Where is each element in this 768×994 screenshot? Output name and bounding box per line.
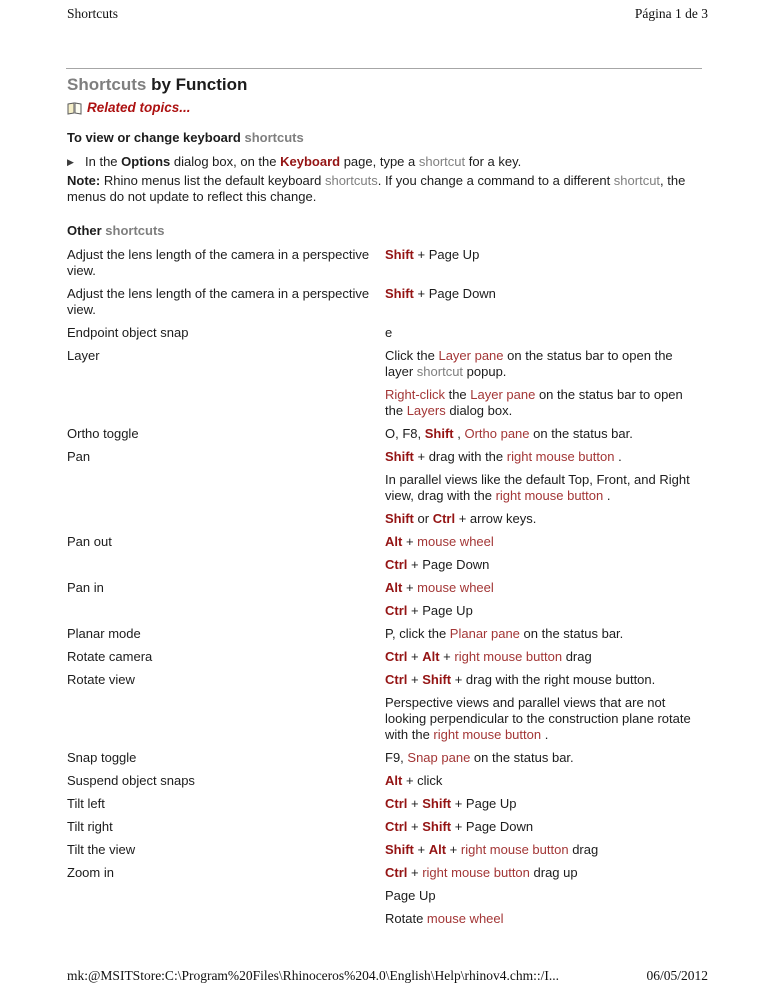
shortcut-paragraph	[385, 865, 702, 881]
shortcut-cell	[385, 842, 702, 865]
function-cell	[67, 842, 385, 865]
table-row	[67, 842, 702, 865]
inline-text: +	[407, 819, 423, 834]
inline-text: or	[413, 511, 433, 526]
inline-text: e	[385, 325, 393, 340]
shortcut-cell	[385, 865, 702, 934]
key-name: Alt	[422, 649, 440, 664]
function-text: Tilt left	[67, 796, 105, 811]
page-title	[67, 75, 702, 95]
function-text: Rotate view	[67, 672, 135, 687]
inline-text: shortcuts	[324, 173, 378, 188]
table-row	[67, 426, 702, 449]
inline-text: drag	[562, 649, 592, 664]
inline-link[interactable]: Snap pane	[407, 750, 471, 765]
key-name: Shift	[385, 449, 414, 464]
shortcut-paragraph	[385, 348, 702, 380]
shortcut-paragraph	[385, 472, 702, 504]
table-row	[67, 865, 702, 934]
inline-text: +	[402, 580, 418, 595]
inline-link[interactable]: right mouse button	[460, 842, 569, 857]
inline-text: + Page Down	[451, 819, 534, 834]
shortcut-paragraph	[385, 888, 702, 904]
function-cell	[67, 865, 385, 934]
inline-text: on the status bar to open the layer	[385, 348, 673, 379]
function-cell	[67, 672, 385, 750]
function-cell	[67, 649, 385, 672]
key-name: Alt	[428, 842, 447, 857]
function-text: Adjust the lens length of the camera in a perspective view.	[67, 286, 370, 317]
key-name: Shift	[385, 247, 414, 262]
inline-text: +	[407, 865, 423, 880]
header-divider	[66, 68, 702, 69]
inline-text: F9,	[385, 750, 408, 765]
table-row	[67, 534, 702, 580]
function-cell	[67, 325, 385, 348]
table-row	[67, 796, 702, 819]
key-name: Shift	[422, 819, 452, 834]
function-cell	[67, 580, 385, 626]
inline-text: Click the	[385, 348, 439, 363]
function-text: Tilt the view	[67, 842, 136, 857]
inline-text: Rotate	[385, 911, 427, 926]
inline-text: , the menus do not update to reflect this change.	[67, 173, 686, 204]
shortcut-paragraph	[385, 819, 702, 835]
function-cell	[67, 773, 385, 796]
function-cell	[67, 819, 385, 842]
shortcut-paragraph	[385, 511, 702, 527]
note-paragraph	[67, 173, 702, 205]
inline-text: Other	[67, 223, 106, 238]
shortcut-cell	[385, 626, 702, 649]
key-name: Ctrl	[385, 672, 408, 687]
table-row	[67, 819, 702, 842]
function-text: Suspend object snaps	[67, 773, 195, 788]
inline-text: on the status bar.	[470, 750, 574, 765]
inline-text: dialog box, on the	[170, 154, 281, 169]
shortcut-paragraph	[385, 695, 702, 743]
shortcut-paragraph	[385, 649, 702, 665]
inline-text: drag	[568, 842, 599, 857]
key-name: Shift	[385, 511, 414, 526]
inline-text: dialog box.	[445, 403, 513, 418]
inline-text: Note:	[67, 173, 101, 188]
page-content	[67, 75, 702, 934]
key-name: Shift	[385, 842, 414, 857]
inline-text: on the status bar.	[529, 426, 633, 441]
function-text: Endpoint object snap	[67, 325, 189, 340]
key-name: Ctrl	[385, 603, 408, 618]
inline-link[interactable]: right mouse button	[495, 488, 604, 503]
key-name: Ctrl	[432, 511, 456, 526]
inline-text: .	[603, 488, 611, 503]
header-page-number: Página 1 de 3	[634, 6, 708, 21]
shortcut-cell	[385, 750, 702, 773]
inline-text: + Page Down	[407, 557, 490, 572]
function-text: Rotate camera	[67, 649, 153, 664]
shortcut-paragraph	[385, 387, 702, 419]
inline-text: +	[413, 842, 429, 857]
inline-text: for a key.	[465, 154, 522, 169]
table-row	[67, 672, 702, 750]
inline-text: O, F8,	[385, 426, 425, 441]
inline-text: on the status bar to open the	[385, 387, 683, 418]
shortcut-paragraph	[385, 773, 702, 789]
shortcut-table	[67, 247, 702, 934]
shortcut-cell	[385, 580, 702, 626]
inline-text: Page Up	[385, 888, 436, 903]
shortcut-paragraph	[385, 325, 702, 341]
shortcut-cell	[385, 773, 702, 796]
procedure-step	[67, 154, 702, 170]
inline-link[interactable]: Ortho pane	[464, 426, 530, 441]
function-cell	[67, 534, 385, 580]
table-row	[67, 626, 702, 649]
inline-text: In parallel views like the default Top, Front, and Right view, drag with the	[385, 472, 690, 503]
shortcut-cell	[385, 796, 702, 819]
shortcut-paragraph	[385, 580, 702, 596]
inline-text: + Page Down	[413, 286, 496, 301]
shortcut-paragraph	[385, 672, 702, 688]
table-row	[67, 247, 702, 286]
function-text: Ortho toggle	[67, 426, 139, 441]
function-text: Planar mode	[67, 626, 141, 641]
inline-text: by Function	[146, 75, 248, 94]
shortcut-cell	[385, 348, 702, 426]
inline-link[interactable]: mouse wheel	[417, 580, 494, 595]
footer-source-path: mk:@MSITStore:C:\Program%20Files\Rhinoceros%204.0\English\Help\rhinov4.chm::/I...	[67, 968, 560, 983]
inline-text: page, type a	[340, 154, 419, 169]
inline-text: shortcuts	[244, 130, 304, 145]
table-row	[67, 348, 702, 426]
inline-text: Shortcuts	[67, 75, 147, 94]
shortcut-paragraph	[385, 842, 702, 858]
shortcut-paragraph	[385, 426, 702, 442]
spacer	[67, 212, 702, 223]
inline-link[interactable]: right mouse button	[454, 649, 563, 664]
function-cell	[67, 626, 385, 649]
inline-link[interactable]: mouse wheel	[426, 911, 504, 926]
function-cell	[67, 426, 385, 449]
inline-text: Options	[121, 154, 171, 169]
shortcut-cell	[385, 819, 702, 842]
key-name: Shift	[385, 286, 414, 301]
footer-date: 06/05/2012	[646, 968, 708, 983]
inline-link[interactable]: right mouse button	[433, 727, 542, 742]
inline-text: ,	[453, 426, 465, 441]
shortcut-cell	[385, 449, 702, 534]
inline-text: .	[541, 727, 549, 742]
function-text: Pan in	[67, 580, 104, 595]
inline-text: + Page Up	[451, 796, 517, 811]
key-name: Alt	[385, 773, 403, 788]
shortcut-cell	[385, 534, 702, 580]
inline-text: the	[444, 387, 471, 402]
inline-text: Rhino menus list the default keyboard	[100, 173, 325, 188]
function-text: Snap toggle	[67, 750, 137, 765]
key-name: Shift	[422, 796, 452, 811]
inline-text: on the status bar.	[519, 626, 624, 641]
key-name: Ctrl	[385, 796, 408, 811]
inline-link[interactable]: Right-click	[385, 387, 445, 402]
inline-text: P, click the	[385, 626, 450, 641]
inline-text: +	[402, 534, 418, 549]
inline-text: + drag with the right mouse button.	[451, 672, 656, 687]
related-topics-link[interactable]	[67, 100, 702, 116]
shortcut-cell	[385, 247, 702, 286]
related-topics-label: Related topics...	[87, 100, 191, 115]
shortcut-cell	[385, 672, 702, 750]
shortcut-cell	[385, 286, 702, 325]
section-heading-view-change	[67, 130, 702, 146]
function-text: Adjust the lens length of the camera in a perspective view.	[67, 247, 370, 278]
function-text: Layer	[67, 348, 100, 363]
inline-text: shortcut	[613, 173, 661, 188]
shortcut-paragraph	[385, 796, 702, 812]
function-text: Pan	[67, 449, 91, 464]
function-text: Pan out	[67, 534, 112, 549]
triangle-right-icon: ▶	[67, 157, 74, 167]
shortcut-paragraph	[385, 911, 702, 927]
inline-text: +	[407, 649, 423, 664]
shortcut-cell	[385, 325, 702, 348]
print-header	[67, 6, 708, 22]
inline-text: Perspective views and parallel views that are not looking perpendicular to the construction plane rotate with the	[385, 695, 691, 742]
inline-link[interactable]: right mouse button	[506, 449, 615, 464]
inline-text: +	[407, 796, 423, 811]
function-cell	[67, 449, 385, 534]
inline-text: popup.	[463, 364, 507, 379]
table-row	[67, 750, 702, 773]
function-cell	[67, 286, 385, 325]
function-cell	[67, 750, 385, 773]
inline-text: To view or change keyboard	[67, 130, 245, 145]
inline-link[interactable]: Layer pane	[438, 348, 504, 363]
inline-text: In the	[85, 154, 122, 169]
table-row	[67, 286, 702, 325]
key-name: Ctrl	[385, 819, 408, 834]
shortcut-cell	[385, 649, 702, 672]
function-cell	[67, 247, 385, 286]
inline-text: .	[614, 449, 622, 464]
inline-text: + Page Up	[407, 603, 473, 618]
section-heading-other	[67, 223, 702, 239]
key-name: Ctrl	[385, 557, 408, 572]
inline-text: + arrow keys.	[455, 511, 537, 526]
key-name: Shift	[424, 426, 454, 441]
table-row	[67, 773, 702, 796]
shortcut-paragraph	[385, 557, 702, 573]
function-cell	[67, 348, 385, 426]
shortcut-paragraph	[385, 603, 702, 619]
inline-link[interactable]: right mouse button	[422, 865, 530, 880]
inline-text: + Page Up	[413, 247, 480, 262]
function-text: Tilt right	[67, 819, 113, 834]
inline-text: +	[407, 672, 423, 687]
shortcut-paragraph	[385, 534, 702, 550]
inline-text: shortcuts	[105, 223, 165, 238]
key-name: Alt	[385, 534, 403, 549]
inline-text: + click	[402, 773, 443, 788]
inline-text: shortcut	[416, 364, 464, 379]
shortcut-paragraph	[385, 247, 702, 263]
inline-text: shortcut	[418, 154, 466, 169]
shortcut-cell	[385, 426, 702, 449]
shortcut-paragraph	[385, 286, 702, 302]
inline-text: +	[446, 842, 461, 857]
shortcut-paragraph	[385, 750, 702, 766]
shortcut-paragraph	[385, 626, 702, 642]
function-cell	[67, 796, 385, 819]
inline-text: + drag with the	[413, 449, 507, 464]
procedure-step-text	[85, 154, 521, 170]
function-text: Zoom in	[67, 865, 114, 880]
inline-text: drag up	[529, 865, 578, 880]
inline-link[interactable]: mouse wheel	[417, 534, 494, 549]
inline-text: . If you change a command to a different	[377, 173, 614, 188]
inline-link[interactable]: Planar pane	[449, 626, 520, 641]
table-row	[67, 449, 702, 534]
inline-link[interactable]: Layers	[406, 403, 446, 418]
key-name: Alt	[385, 580, 403, 595]
inline-text: +	[439, 649, 455, 664]
table-row	[67, 580, 702, 626]
table-row	[67, 325, 702, 348]
shortcut-paragraph	[385, 449, 702, 465]
table-row	[67, 649, 702, 672]
key-name: Ctrl	[385, 865, 408, 880]
key-name: Ctrl	[385, 649, 408, 664]
inline-link[interactable]: Layer pane	[470, 387, 536, 402]
key-name: Shift	[422, 672, 452, 687]
key-name: Keyboard	[280, 154, 341, 169]
header-document-title: Shortcuts	[67, 6, 119, 21]
book-icon	[67, 102, 82, 115]
print-footer	[67, 968, 708, 984]
